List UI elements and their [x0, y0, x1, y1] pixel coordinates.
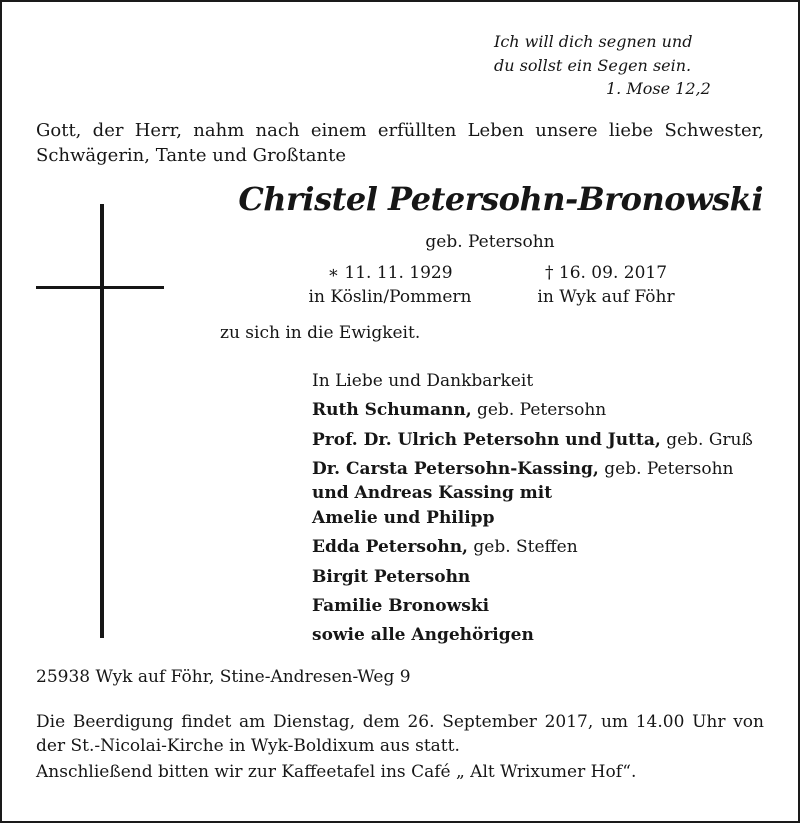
- mourner-line: [312, 428, 753, 452]
- funeral-line-3: Anschließend bitten wir zur Kaffeetafel ins Café „ Alt Wrixumer Hof“.: [36, 762, 637, 782]
- mourner-note: geb. Petersohn: [471, 400, 607, 420]
- funeral-line-1: Die Beerdigung findet am Dienstag, dem 26. September 2017, um 14.00 Uhr von: [36, 712, 764, 732]
- death-date: † 16. 09. 2017: [544, 263, 668, 283]
- mourner-line: [312, 565, 470, 589]
- motto-line-1: Ich will dich segnen und: [494, 32, 693, 51]
- closing-phrase: zu sich in die Ewigkeit.: [220, 323, 421, 343]
- mourner-note: geb. Petersohn: [598, 459, 734, 479]
- mourner-line: [312, 623, 534, 647]
- birth-place: in Köslin/Pommern: [308, 287, 472, 307]
- mourner-name: Edda Petersohn,: [312, 537, 468, 557]
- cross-icon: [100, 204, 104, 638]
- mourner-line: [312, 457, 734, 481]
- motto-line-2: du sollst ein Segen sein.: [494, 56, 692, 75]
- mourner-line: [312, 506, 494, 530]
- intro-line-2: Schwägerin, Tante und Großtante: [36, 145, 346, 166]
- death-place: in Wyk auf Föhr: [537, 287, 675, 307]
- mourners-heading: In Liebe und Dankbarkeit: [312, 371, 534, 391]
- birth-date: ∗ 11. 11. 1929: [327, 263, 453, 283]
- mourner-name: Dr. Carsta Petersohn-Kassing,: [312, 459, 599, 479]
- deceased-name: Christel Petersohn-Bronowski: [238, 180, 763, 218]
- mourner-name: Prof. Dr. Ulrich Petersohn und Jutta,: [312, 430, 661, 450]
- mourner-line: [312, 594, 489, 618]
- cross-icon-beam: [36, 286, 164, 289]
- mourner-line: [312, 481, 552, 505]
- funeral-line-2: der St.-Nicolai-Kirche in Wyk-Boldixum aus statt.: [36, 736, 460, 756]
- mourner-name: und Andreas Kassing mit: [312, 483, 553, 503]
- mourner-note: geb. Steffen: [467, 537, 578, 557]
- mourner-note: geb. Gruß: [660, 430, 753, 450]
- motto-source: 1. Mose 12,2: [606, 79, 711, 98]
- mourner-line: [312, 398, 606, 422]
- mourner-line: [312, 535, 578, 559]
- maiden-name: geb. Petersohn: [425, 232, 555, 252]
- mourner-name: sowie alle Angehörigen: [312, 625, 534, 645]
- mourner-name: Ruth Schumann,: [312, 400, 472, 420]
- intro-line-1: Gott, der Herr, nahm nach einem erfüllten Leben unsere liebe Schwester,: [36, 120, 764, 141]
- mourner-name: Amelie und Philipp: [312, 508, 495, 528]
- mourner-name: Familie Bronowski: [312, 596, 490, 616]
- address: 25938 Wyk auf Föhr, Stine-Andresen-Weg 9: [36, 667, 411, 687]
- mourner-name: Birgit Petersohn: [312, 567, 471, 587]
